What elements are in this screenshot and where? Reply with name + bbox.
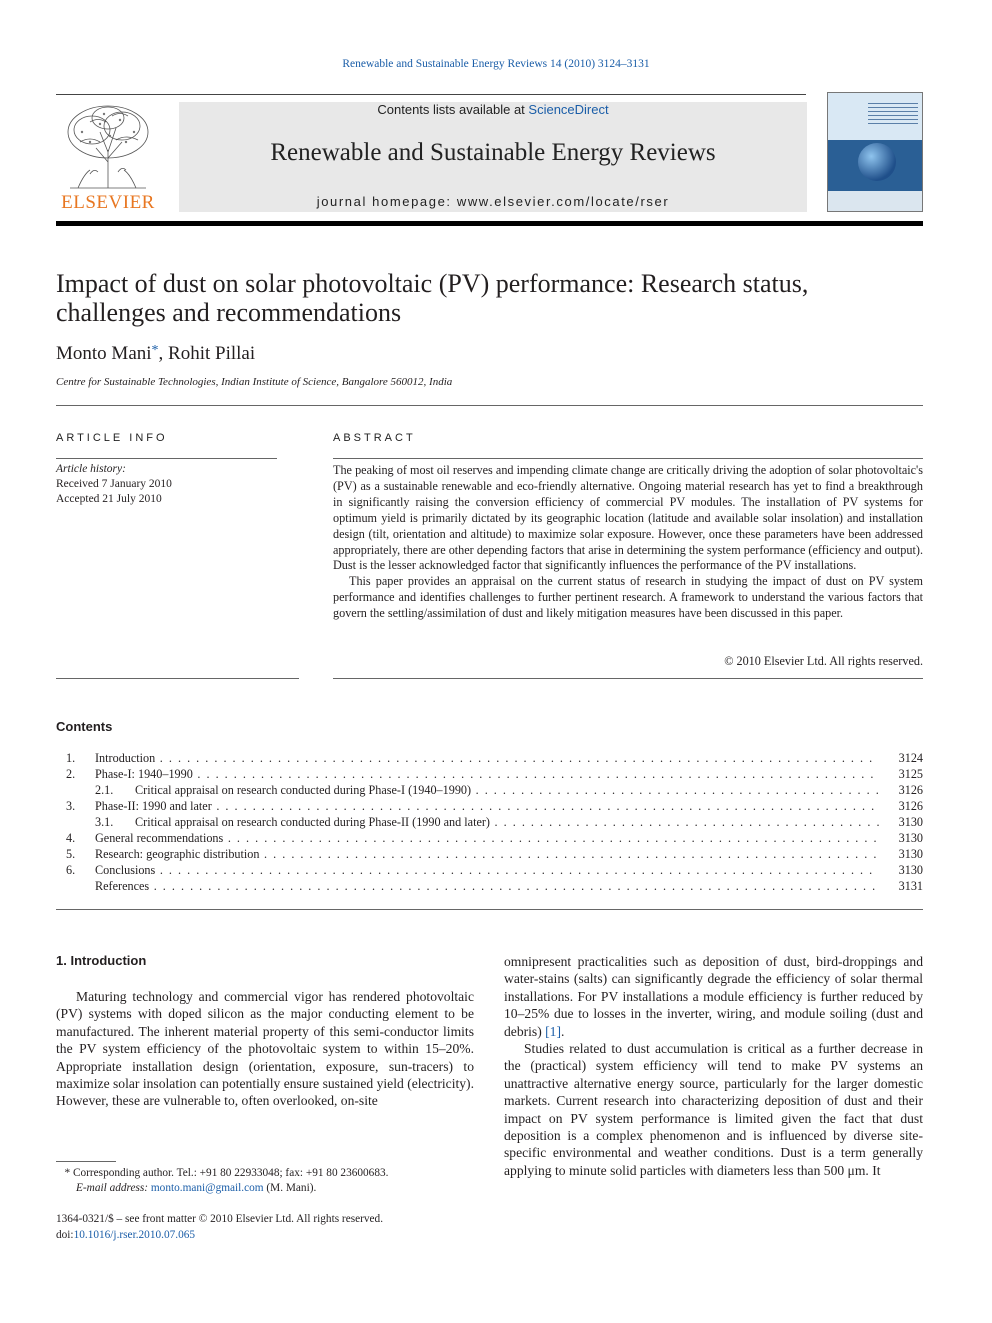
toc-title: General recommendations . . . xyxy=(95,830,879,846)
toc-page: 3126 xyxy=(898,799,923,813)
toc-entry[interactable] xyxy=(56,862,923,878)
toc-page: 3130 xyxy=(898,831,923,845)
abstract-bottom-rule xyxy=(333,678,923,679)
contents-available-text: Contents lists available at xyxy=(377,102,529,117)
toc-title: Research: geographic distribution . . . xyxy=(95,846,879,862)
author-list xyxy=(56,343,255,365)
toc-title: Phase-II: 1990 and later . . . xyxy=(95,798,879,814)
abstract-body xyxy=(333,463,923,622)
toc-number: 1. xyxy=(66,751,76,765)
body-text: omnipresent practicalities such as deposition of dust, bird-droppings and water-stains (salts) can significantly degrade the efficiency of solar thermal installations. For PV installations a module efficiency is further reduced by 10–25% due to losses in the inverter, wiring, and module soiling (dust and debris) xyxy=(504,954,923,1039)
cover-footer-band xyxy=(828,191,922,211)
journal-title: Renewable and Sustainable Energy Reviews xyxy=(270,139,716,166)
elsevier-tree-icon xyxy=(60,102,156,190)
toc-title: Introduction . . . xyxy=(95,750,879,766)
abstract-paragraph: This paper provides an appraisal on the current status of research in studying the impact of dust on PV system performance and identifies challenges to further pertinent research. A framework to understand the various factors that govern the settling/assimilation of dust and likely mitigation measures have been discussed in this paper. xyxy=(333,574,923,621)
article-info-bottom-rule xyxy=(56,678,299,679)
toc-number: 4. xyxy=(66,831,76,845)
footnote-rule xyxy=(56,1161,116,1162)
received-date: Received 7 January 2010 xyxy=(56,478,172,490)
toc-number: 5. xyxy=(66,847,76,861)
toc-entry[interactable] xyxy=(56,750,923,766)
toc-page: 3130 xyxy=(898,815,923,829)
toc-title: Critical appraisal on research conducted during Phase-I (1940–1990) . . . xyxy=(135,782,879,798)
toc-title: Critical appraisal on research conducted during Phase-II (1990 and later) . . . xyxy=(135,814,879,830)
toc-entry[interactable] xyxy=(56,782,923,798)
front-matter xyxy=(56,1211,383,1243)
cover-title-lines xyxy=(868,103,918,127)
toc-number: 3.1. xyxy=(95,815,114,829)
body-column-right xyxy=(504,953,923,1179)
elsevier-logo[interactable] xyxy=(56,102,160,214)
contents-divider xyxy=(56,909,923,910)
toc-page: 3125 xyxy=(898,767,923,781)
doi-line xyxy=(56,1227,383,1243)
contents-available-line xyxy=(179,102,807,118)
toc-page: 3130 xyxy=(898,847,923,861)
toc-title: Conclusions . . . xyxy=(95,862,879,878)
accepted-date: Accepted 21 July 2010 xyxy=(56,493,162,505)
toc-page: 3126 xyxy=(898,783,923,797)
toc-entry[interactable] xyxy=(56,798,923,814)
toc-title: Phase-I: 1940–1990 . . . xyxy=(95,766,879,782)
footnote xyxy=(56,1166,388,1196)
abstract-rule xyxy=(333,458,923,459)
issn-line: 1364-0321/$ – see front matter © 2010 Elsevier Ltd. All rights reserved. xyxy=(56,1213,384,1225)
elsevier-wordmark: ELSEVIER xyxy=(61,192,155,213)
header-thick-rule xyxy=(56,221,923,226)
email-owner: (M. Mani). xyxy=(263,1182,317,1194)
section-heading: 1. Introduction xyxy=(56,953,147,968)
toc-entry[interactable] xyxy=(56,814,923,830)
body-text: . xyxy=(561,1023,565,1039)
toc-entry[interactable] xyxy=(56,830,923,846)
doi-link[interactable]: 10.1016/j.rser.2010.07.065 xyxy=(73,1229,196,1241)
email-link[interactable]: monto.mani@gmail.com xyxy=(150,1182,264,1194)
affiliation: Centre for Sustainable Technologies, Indian Institute of Science, Bangalore 560012, India xyxy=(56,376,453,388)
title-divider xyxy=(56,405,923,406)
footnote-marker: * xyxy=(64,1167,71,1179)
corresponding-author-text: Corresponding author. Tel.: +91 80 22933048; fax: +91 80 23600683. xyxy=(70,1167,389,1179)
abstract-copyright: © 2010 Elsevier Ltd. All rights reserved. xyxy=(724,654,923,668)
toc-entry[interactable] xyxy=(56,766,923,782)
abstract-heading: ABSTRACT xyxy=(333,432,416,444)
toc-number: 6. xyxy=(66,863,76,877)
article-info-rule xyxy=(56,458,277,459)
email-label: E-mail address: xyxy=(76,1182,151,1194)
toc-number: 3. xyxy=(66,799,76,813)
toc-page: 3130 xyxy=(898,863,923,877)
article-title: Impact of dust on solar photovoltaic (PV) performance: Research status, challenges and recommendations xyxy=(56,269,809,327)
email-line xyxy=(56,1181,388,1196)
toc-entry[interactable] xyxy=(56,878,923,894)
toc-number: 2. xyxy=(66,767,76,781)
abstract-paragraph: The peaking of most oil reserves and impending climate change are critically driving the adoption of solar photovoltaic's (PV) as a sustainable renewable and eco-friendly alternative. Ongoing material research has yet to find a breakthrough in significantly raising the conversion efficiency of commercial PV modules. The installation of PV systems for optimum yield is primarily dictated by its geographic location (latitude and available solar insolation) and installation design (tilt, orientation and altitude) to maximize solar exposure. However, once these parameters have been addressed appropriately, there are other depending factors that arise in determining the system performance (efficiency and output). Dust is the lesser acknowledged factor that significantly influences the performance of the PV installations. xyxy=(333,463,923,573)
doi-label: doi: xyxy=(56,1229,74,1241)
article-info-heading: ARTICLE INFO xyxy=(56,432,168,444)
author-separator: , xyxy=(158,343,169,364)
contents-heading: Contents xyxy=(56,719,113,734)
toc-title: References . . . xyxy=(95,878,879,894)
body-paragraph: Studies related to dust accumulation is critical as a further decrease in the (practical) system efficiency will tend to make PV systems an unattractive alternative energy source, particularly for the larger domestic markets. Current research into characterizing deposition of dust and their impact on PV system performance is limited given the fact that dust deposition is a complex phenomenon and is influenced by diverse site-specific environmental and weather conditions. Dust is a term generally applying to minute solid particles with diameters less than 500 μm. It xyxy=(504,1041,923,1178)
cover-globe-image xyxy=(858,143,896,181)
journal-citation[interactable]: Renewable and Sustainable Energy Reviews 14 (2010) 3124–3131 xyxy=(342,58,650,70)
toc-page: 3131 xyxy=(898,879,923,893)
toc-entry[interactable] xyxy=(56,846,923,862)
table-of-contents xyxy=(56,750,923,894)
body-column-left xyxy=(56,988,474,1110)
author-name[interactable]: Rohit Pillai xyxy=(168,343,256,364)
author-name[interactable]: Monto Mani xyxy=(56,343,152,364)
body-paragraph: Maturing technology and commercial vigor has rendered photovoltaic (PV) systems with doped silicon as the major conducting element to be manufactured. The inherent material property of this semi-conductor limits the PV system efficiency of the photovoltaic system to within 15–20%. Appropriate installation design (orientation, exposure, sun-tracers) to maximize solar insolation can potentially ensure sustained yield (electricity). However, these are vulnerable to, often overlooked, on-site xyxy=(56,989,474,1109)
header-top-rule xyxy=(56,94,806,95)
journal-banner xyxy=(179,102,807,212)
article-history xyxy=(56,462,172,507)
history-label: Article history: xyxy=(56,463,126,475)
sciencedirect-link[interactable]: ScienceDirect xyxy=(528,102,609,117)
toc-number: 2.1. xyxy=(95,783,114,797)
reference-link[interactable]: [1] xyxy=(545,1023,562,1039)
toc-page: 3124 xyxy=(898,751,923,765)
journal-cover-thumbnail[interactable] xyxy=(827,92,923,212)
corresponding-author-note xyxy=(56,1166,388,1181)
body-paragraph xyxy=(504,953,923,1040)
journal-homepage-link[interactable]: journal homepage: www.elsevier.com/locate/rser xyxy=(316,194,670,209)
corresponding-author-marker[interactable]: * xyxy=(151,343,159,358)
